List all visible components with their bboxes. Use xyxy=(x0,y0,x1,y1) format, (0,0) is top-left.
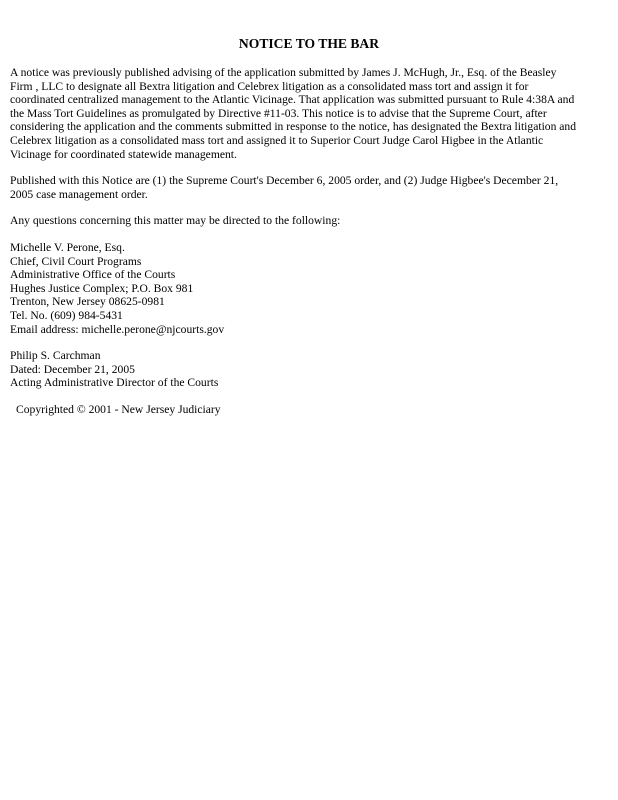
paragraph-line: 2005 case management order. xyxy=(10,187,148,201)
paragraph-line: Vicinage for coordinated statewide management. xyxy=(10,147,237,161)
paragraph-line: A notice was previously published advising of the application submitted by James J. McHugh, Jr., Esq. of the Beasley xyxy=(10,66,557,79)
contact-phone: Tel. No. (609) 984-5431 xyxy=(10,308,123,322)
document-page xyxy=(10,36,608,416)
contact-office: Administrative Office of the Courts xyxy=(10,268,176,282)
notice-paragraph-2 xyxy=(10,174,608,201)
contact-address-line-1: Hughes Justice Complex; P.O. Box 981 xyxy=(10,281,194,295)
contact-block xyxy=(10,241,608,336)
signature-date: Dated: December 21, 2005 xyxy=(10,362,135,376)
paragraph-line: the Mass Tort Guidelines as promulgated by Directive #11-03. This notice is to advise that the Supreme Court, after xyxy=(10,106,547,120)
paragraph-line: Published with this Notice are (1) the Supreme Court's December 6, 2005 order, and (2) Judge Higbee's December 21, xyxy=(10,174,559,188)
page-title: NOTICE TO THE BAR xyxy=(238,36,380,51)
notice-paragraph-1 xyxy=(10,66,608,161)
signature-title: Acting Administrative Director of the Courts xyxy=(10,376,219,390)
copyright-notice: Copyrighted © 2001 - New Jersey Judiciary xyxy=(16,402,221,416)
contact-address-line-2: Trenton, New Jersey 08625-0981 xyxy=(10,295,165,309)
contact-name: Michelle V. Perone, Esq. xyxy=(10,240,125,254)
notice-paragraph-3: Any questions concerning this matter may be directed to the following: xyxy=(10,214,341,228)
contact-email: Email address: michelle.perone@njcourts.gov xyxy=(10,322,225,336)
contact-title: Chief, Civil Court Programs xyxy=(10,254,142,268)
paragraph-line: Celebrex litigation as a consolidated mass tort and assigned it to Superior Court Judge Carol Higbee in the Atlantic xyxy=(10,133,544,147)
signature-block xyxy=(10,349,608,390)
paragraph-line: Firm , LLC to designate all Bextra litigation and Celebrex litigation as a consolidated mass tort and assign it for xyxy=(10,79,529,93)
paragraph-line: coordinated centralized management to the Atlantic Vicinage. That application was submitted pursuant to Rule 4:38A and xyxy=(10,93,575,107)
signature-name: Philip S. Carchman xyxy=(10,349,101,363)
paragraph-line: considering the application and the comments submitted in response to the notice, has designated the Bextra litigation and xyxy=(10,120,577,134)
